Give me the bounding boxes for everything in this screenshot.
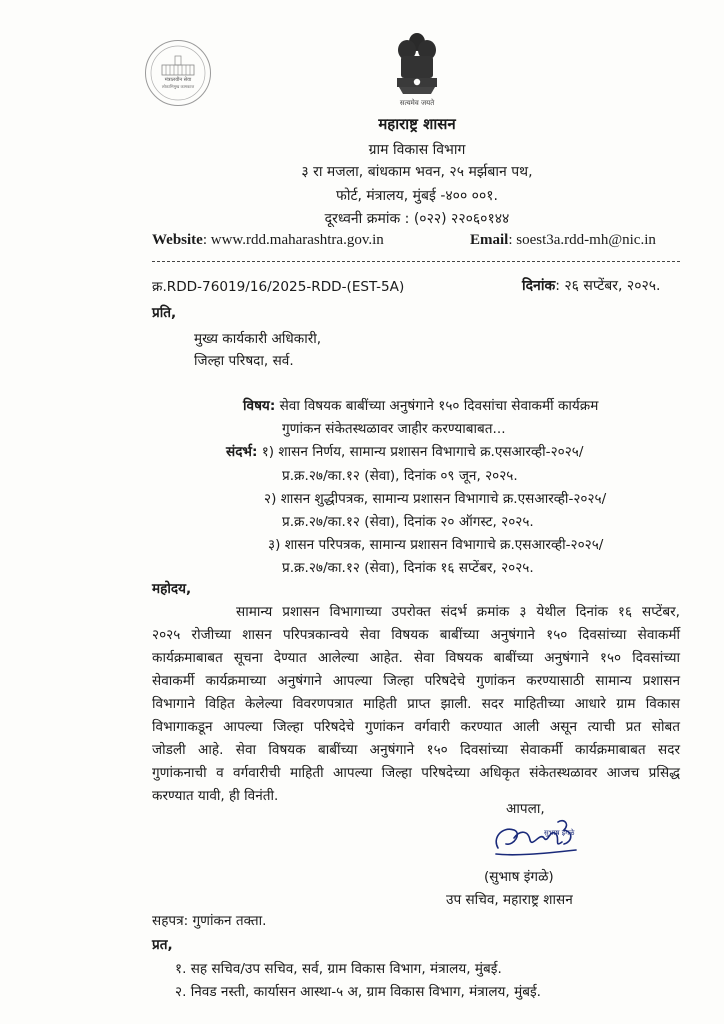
emblem-motto: सत्यमेव जयते [399, 99, 435, 107]
reference-3-line-1: ३) शासन परिपत्रक, सामान्य प्रशासन विभागाचे क्र.एसआरव्ही-२०२५/ [268, 537, 604, 553]
body-line-8: गुणांकनाची व वर्गवारीची माहिती आपल्या जिल्हा परिषदेच्या अधिकृत संकेतस्थळावर आजच प्रसिद्ध [152, 765, 680, 781]
header-divider [152, 261, 680, 262]
department-name: ग्राम विकास विभाग [368, 142, 466, 158]
recipient-line-1: मुख्य कार्यकारी अधिकारी, [194, 331, 322, 347]
address-line-1: ३ रा मजला, बांधकाम भवन, २५ मर्झबान पथ, [301, 164, 533, 180]
letter-date [522, 276, 661, 295]
address-line-2: फोर्ट, मंत्रालय, मुंबई -४०० ००१. [336, 188, 498, 204]
seal-text-bottom: लोकाभिमुख कामकाज [161, 84, 195, 89]
mantralaya-seva-seal [145, 40, 211, 106]
body-line-3: कार्यक्रमाबाबत सूचना देण्यात आलेल्या आहेत. सेवा विषयक बाबींच्या अनुषंगाने १५० दिवसांच्या [152, 650, 680, 666]
reference-1-line-2: प्र.क्र.२७/का.१२ (सेवा), दिनांक ०९ जून, २०२५. [282, 468, 518, 484]
copy-to-item-1: १. सह सचिव/उप सचिव, सर्व, ग्राम विकास विभाग, मंत्रालय, मुंबई. [175, 961, 502, 977]
signatory-designation: उप सचिव, महाराष्ट्र शासन [446, 892, 573, 908]
signature-text: सुभाष इंगळे [544, 829, 575, 837]
body-line-9: करण्यात यावी, ही विनंती. [152, 788, 279, 804]
website-label: Website [152, 232, 203, 248]
website-value[interactable]: : www.rdd.maharashtra.gov.in [202, 232, 384, 248]
salutation: महोदय, [152, 581, 192, 597]
subject-line-1 [243, 395, 598, 414]
phone-number: दूरध्वनी क्रमांक : (०२२) २२०६०१४४ [324, 211, 510, 227]
date-label: दिनांक [522, 278, 556, 294]
signature-icon [484, 808, 584, 864]
reference-1-line-1: १) शासन निर्णय, सामान्य प्रशासन विभागाचे क्र.एसआरव्ही-२०२५/ [257, 444, 584, 460]
body-line-4: सेवाकर्मी कार्यक्रमाच्या अनुषंगाने आपल्या जिल्हा परिषदेचे गुणांकन करण्यासाठी सामान्य प्रशासन [152, 673, 680, 689]
seal-text-top: मंत्रालयीन सेवा [164, 77, 192, 83]
building-icon [146, 41, 210, 105]
email-line [470, 232, 656, 249]
email-label: Email [470, 232, 509, 248]
reference-number: क्र.RDD-76019/16/2025-RDD-(EST-5A) [152, 279, 405, 295]
email-value[interactable]: : soest3a.rdd-mh@nic.in [508, 232, 656, 248]
body-line-5: विभागाने विहित केलेल्या विवरणपत्रात माहिती प्राप्त झाली. सदर माहितीच्या आधारे ग्राम विकास [152, 696, 680, 712]
government-title: महाराष्ट्र शासन [378, 115, 456, 133]
reference-item-1 [226, 441, 583, 460]
date-value: : २६ सप्टेंबर, २०२५. [555, 278, 661, 294]
subject-text-1: सेवा विषयक बाबींच्या अनुषंगाने १५० दिवसांचा सेवाकर्मी कार्यक्रम [275, 398, 599, 414]
reference-2-line-2: प्र.क्र.२७/का.१२ (सेवा), दिनांक २० ऑगस्ट, २०२५. [282, 514, 534, 530]
enclosure-note: सहपत्र: गुणांकन तक्ता. [152, 913, 267, 929]
recipient-line-2: जिल्हा परिषदा, सर्व. [194, 353, 294, 369]
copy-to-item-2: २. निवड नस्ती, कार्यासन आस्था-५ अ, ग्राम विकास विभाग, मंत्रालय, मुंबई. [175, 984, 541, 1000]
references-label: संदर्भ: [226, 444, 258, 460]
body-line-6: विभागाकडून आपल्या जिल्हा परिषदेचे गुणांकन वर्गवारी करण्यात आली असून त्याची प्रत सोबत [152, 719, 680, 735]
subject-line-2: गुणांकन संकेतस्थळावर जाहीर करण्याबाबत... [282, 421, 506, 437]
body-line-1: सामान्य प्रशासन विभागाच्या उपरोक्त संदर्भ क्रमांक ३ येथील दिनांक १६ सप्टेंबर, [236, 604, 680, 620]
ashoka-emblem-icon [387, 30, 447, 108]
closing-yours: आपला, [506, 801, 545, 817]
reference-3-line-2: प्र.क्र.२७/का.१२ (सेवा), दिनांक १६ सप्टेंबर, २०२५. [282, 560, 534, 576]
body-line-7: जोडली आहे. सेवा विषयक बाबींच्या अनुषंगाने १५० दिवसांच्या सेवाकर्मी कार्यक्रमाबाबत सदर [152, 742, 680, 758]
prati-label: प्रति, [152, 305, 177, 321]
copy-to-label: प्रत, [152, 937, 173, 953]
subject-label: विषय: [243, 398, 276, 414]
body-line-2: २०२५ रोजीच्या शासन परिपत्रकान्वये सेवा विषयक बाबींच्या अनुषंगाने १५० दिवसांच्या सेवाकर्मी [152, 627, 680, 643]
website-line [152, 232, 384, 249]
signatory-name: (सुभाष इंगळे) [484, 869, 554, 885]
reference-2-line-1: २) शासन शुद्धीपत्रक, सामान्य प्रशासन विभागाचे क्र.एसआरव्ही-२०२५/ [264, 491, 607, 507]
